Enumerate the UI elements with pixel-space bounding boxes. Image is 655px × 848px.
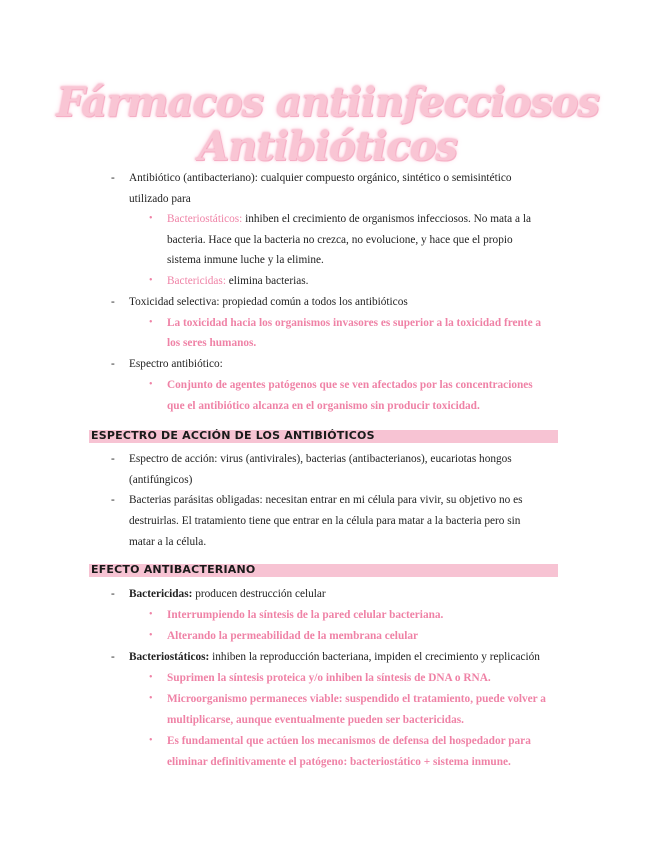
bullet-icon: • (149, 672, 153, 683)
subitem-toxicidad-cont: los seres humanos. (167, 337, 257, 349)
subitem-text: elimina bacterias. (225, 275, 309, 287)
item-parasitas-cont1: destruirlas. El tratamiento tiene que entrar en la célula para matar a la bacteria pero sin (129, 515, 521, 527)
dash-marker: - (111, 296, 115, 308)
item-parasitas: Bacterias parásitas obligadas: necesitan entrar en mi célula para vivir, su objetivo no es (129, 494, 523, 506)
dash-marker: - (111, 651, 115, 663)
term-bactericidas: Bactericidas: (167, 275, 226, 287)
bullet-icon: • (149, 213, 153, 224)
item-bacteriostaticos (129, 650, 540, 664)
term-bacteriostaticos: Bacteriostáticos: (129, 651, 210, 663)
subitem-viable: Microorganismo permaneces viable: suspendido el tratamiento, puede volver a (167, 693, 546, 705)
item-espectro-accion-cont: (antifúngicos) (129, 474, 193, 486)
subitem-bacteriostaticos-cont1: bacteria. Hace que la bacteria no crezca, no evolucione, y hace que el propio (167, 234, 513, 246)
item-parasitas-cont2: matar a la célula. (129, 536, 207, 548)
subitem-permeabilidad: Alterando la permeabilidad de la membrana celular (167, 630, 419, 642)
subitem-espectro-cont: que el antibiótico alcanza en el organismo sin producir toxicidad. (167, 400, 480, 412)
section-heading-efecto: EFECTO ANTIBACTERIANO (91, 563, 256, 576)
bullet-icon: • (149, 630, 153, 641)
bullet-icon: • (149, 317, 153, 328)
item-antibiotico-cont: utilizado para (129, 193, 191, 205)
dash-marker: - (111, 453, 115, 465)
dash-marker: - (111, 494, 115, 506)
item-toxicidad: Toxicidad selectiva: propiedad común a todos los antibióticos (129, 296, 408, 308)
dash-marker: - (111, 172, 115, 184)
page-title-line1: Fármacos antiinfecciosos (56, 79, 599, 126)
subitem-viable-cont: multiplicarse, aunque eventualmente pueden ser bactericidas. (167, 714, 464, 726)
dash-marker: - (111, 588, 115, 600)
bullet-icon: • (149, 735, 153, 746)
bullet-icon: • (149, 379, 153, 390)
term-bactericidas: Bactericidas: (129, 588, 193, 600)
subitem-bactericidas (167, 274, 308, 288)
subitem-text: inhiben el crecimiento de organismos infecciosos. No mata a la (242, 213, 532, 225)
subitem-bacteriostaticos (167, 212, 531, 226)
subitem-espectro: Conjunto de agentes patógenos que se ven afectados por las concentraciones (167, 379, 533, 391)
subitem-toxicidad: La toxicidad hacia los organismos invasores es superior a la toxicidad frente a (167, 317, 542, 329)
dash-marker: - (111, 358, 115, 370)
bullet-icon: • (149, 275, 153, 286)
item-antibiotico: Antibiótico (antibacteriano): cualquier compuesto orgánico, sintético o semisintético (129, 172, 512, 184)
item-bactericidas (129, 587, 326, 601)
subitem-pared: Interrumpiendo la síntesis de la pared celular bacteriana. (167, 609, 444, 621)
subitem-defensa-cont: eliminar definitivamente el patógeno: bacteriostático + sistema inmune. (167, 756, 511, 768)
term-bacteriostaticos: Bacteriostáticos: (167, 213, 243, 225)
section-heading-espectro: ESPECTRO DE ACCIÓN DE LOS ANTIBIÓTICOS (91, 429, 375, 442)
item-text: producen destrucción celular (192, 588, 326, 600)
bullet-icon: • (149, 693, 153, 704)
item-espectro-accion: Espectro de acción: virus (antivirales), bacterias (antibacterianos), eucariotas hongos (129, 453, 512, 465)
subitem-defensa: Es fundamental que actúen los mecanismos de defensa del hospedador para (167, 735, 531, 747)
page-title-line2: Antibióticos (198, 123, 457, 170)
subitem-sintesis: Suprimen la síntesis proteica y/o inhiben la síntesis de DNA o RNA. (167, 672, 491, 684)
bullet-icon: • (149, 609, 153, 620)
item-text: inhiben la reproducción bacteriana, impiden el crecimiento y replicación (209, 651, 540, 663)
subitem-bacteriostaticos-cont2: sistema inmune luche y la elimine. (167, 254, 324, 266)
item-espectro: Espectro antibiótico: (129, 358, 223, 370)
